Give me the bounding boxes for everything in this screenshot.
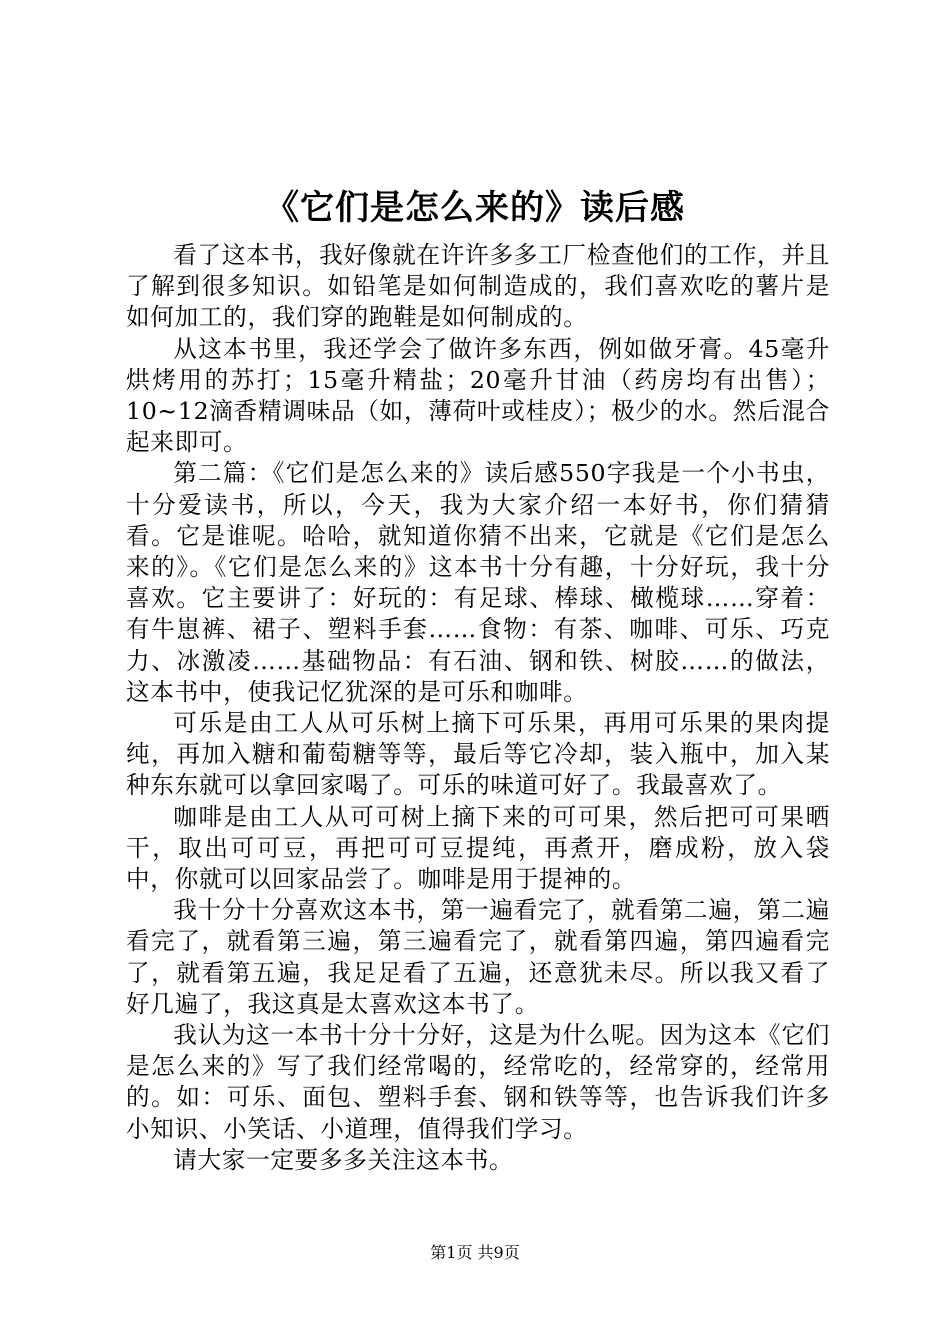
page-footer: 第1页 共9页 bbox=[430, 1243, 520, 1262]
paragraph-3: 第二篇：《它们是怎么来的》读后感550字我是一个小书虫，十分爱读书，所以，今天，我为大家介绍一本好书，你们猜猜看。它是谁呢。哈哈，就知道你猜不出来，它就是《它们是怎么来的》。《它们是怎么来的》这本书十分有趣，十分好玩，我十分喜欢。它主要讲了：好玩的：有足球、棒球、橄榄球……穿着：有牛崽裤、裙子、塑料手套……食物：有茶、咖啡、可乐、巧克力、冰激凌……基础物品：有石油、钢和铁、树胶……的做法，这本书中，使我记忆犹深的是可乐和咖啡。 bbox=[126, 459, 830, 706]
paragraph-6: 我十分十分喜欢这本书，第一遍看完了，就看第二遍，第二遍看完了，就看第三遍，第三遍看完了，就看第四遍，第四遍看完了，就看第五遍，我足足看了五遍，还意犹未尽。所以我又看了好几遍了，我这真是太喜欢这本书了。 bbox=[126, 896, 830, 1018]
document-title: 《它们是怎么来的》读后感 bbox=[265, 188, 685, 228]
document-body bbox=[126, 240, 830, 1176]
paragraph-2: 从这本书里，我还学会了做许多东西，例如做牙膏。45毫升烘烤用的苏打；15毫升精盐；20毫升甘油（药房均有出售）；10~12滴香精调味品（如，薄荷叶或桂皮）；极少的水。然后混合起来即可。 bbox=[126, 334, 830, 457]
paragraph-7: 我认为这一本书十分十分好，这是为什么呢。因为这本《它们是怎么来的》写了我们经常喝的，经常吃的，经常穿的，经常用的。如：可乐、面包、塑料手套、钢和铁等等，也告诉我们许多小知识、小笑话、小道理，值得我们学习。 bbox=[126, 1021, 830, 1143]
paragraph-4: 可乐是由工人从可乐树上摘下可乐果，再用可乐果的果肉提纯，再加入糖和葡萄糖等等，最后等它冷却，装入瓶中，加入某种东东就可以拿回家喝了。可乐的味道可好了。我最喜欢了。 bbox=[126, 709, 830, 800]
paragraph-5: 咖啡是由工人从可可树上摘下来的可可果，然后把可可果晒干，取出可可豆，再把可可豆提纯，再煮开，磨成粉，放入袋中，你就可以回家品尝了。咖啡是用于提神的。 bbox=[126, 802, 830, 894]
paragraph-8: 请大家一定要多多关注这本书。 bbox=[173, 1145, 514, 1174]
paragraph-1: 看了这本书，我好像就在许许多多工厂检查他们的工作，并且了解到很多知识。如铅笔是如何制造成的，我们喜欢吃的薯片是如何加工的，我们穿的跑鞋是如何制成的。 bbox=[126, 241, 830, 332]
